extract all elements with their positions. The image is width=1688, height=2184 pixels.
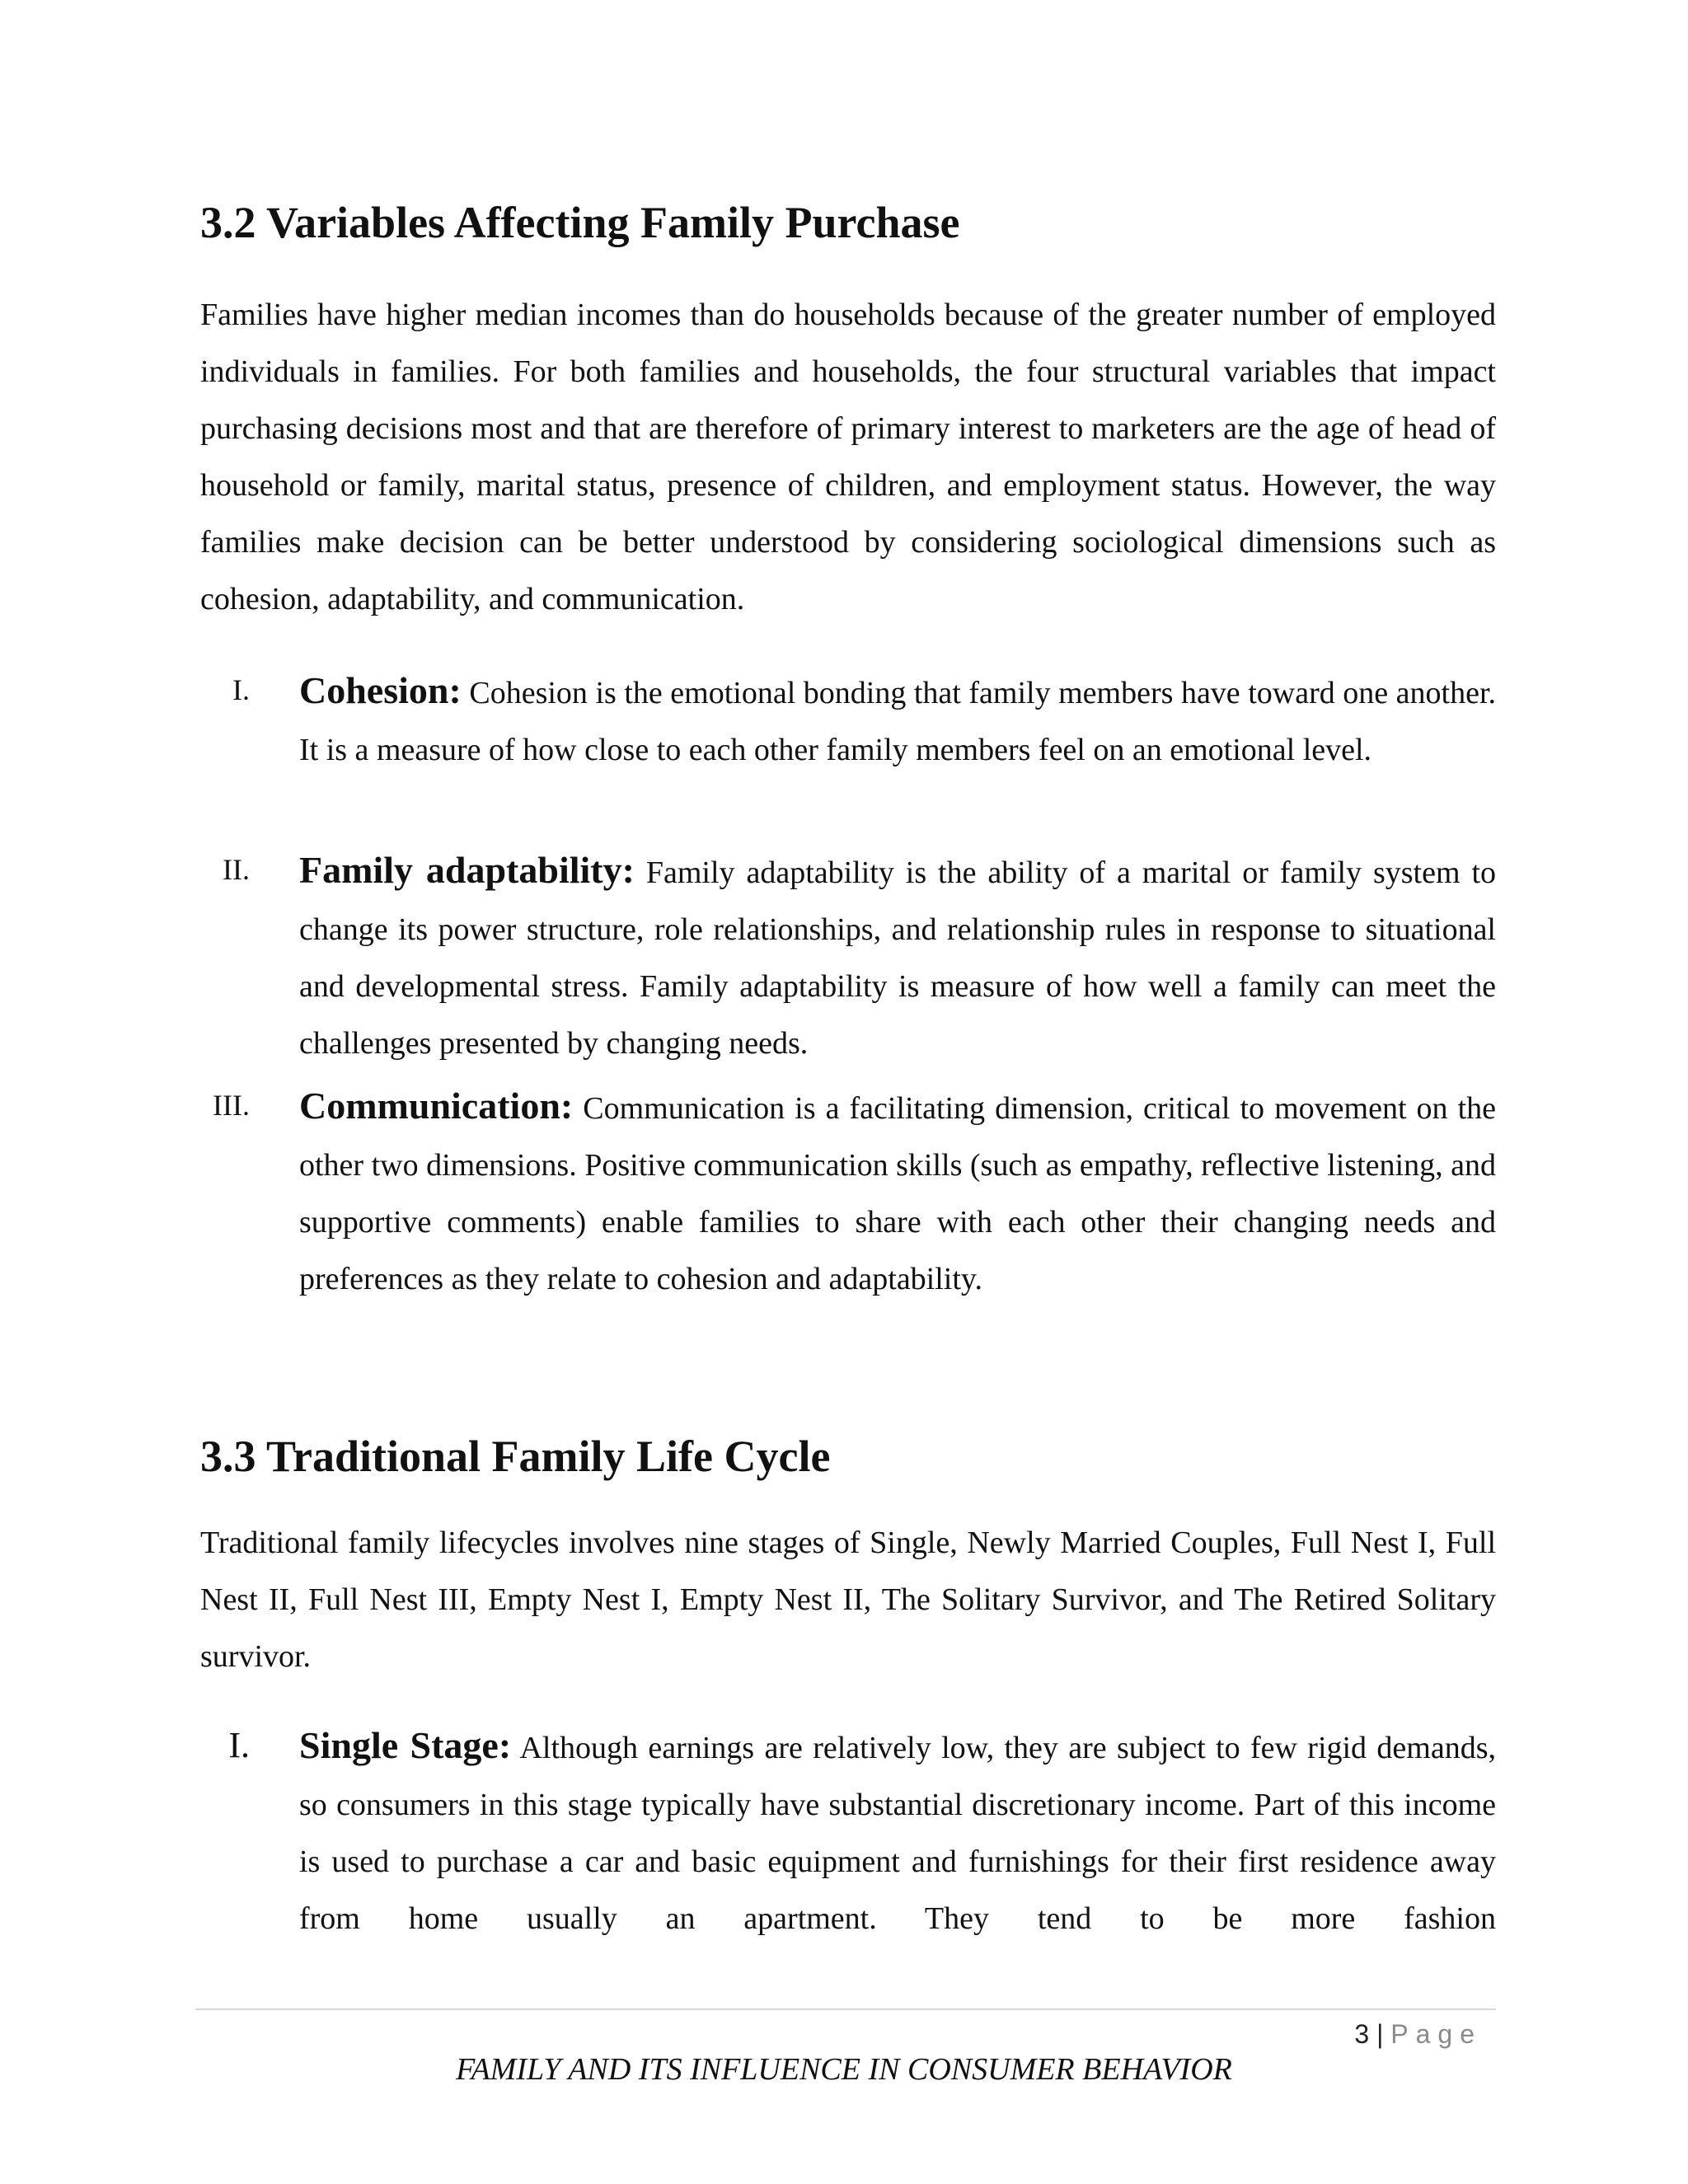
- page-number-value: 3: [1354, 2019, 1370, 2049]
- section-heading-3-3: 3.3 Traditional Family Life Cycle: [200, 1432, 831, 1481]
- footer-divider: [195, 2008, 1496, 2010]
- list-item-term: Single Stage:: [299, 1724, 512, 1766]
- list-item-number: II.: [223, 853, 250, 886]
- list-item-body: [299, 1077, 1496, 1308]
- list-item-number: I.: [232, 673, 250, 706]
- page-label: Page: [1390, 2019, 1482, 2049]
- section-3-3-intro: Traditional family lifecycles involves nine stages of Single, Newly Married Couples, Full Nest I, Full Nest II, Full Nest III, Empty Nest I, Empty Nest II, The Solitary Survivor, and The Retired Solitary survivor.: [200, 1526, 1496, 1674]
- page-number: [1354, 2017, 1482, 2051]
- list-item-text: Communication is a facilitating dimension, critical to movement on the other two dimensions. Positive communication skills (such as empathy, reflective listening, and supportive comments) enable families to share with each other their changing needs and preferences as they relate to cohesion and adaptability.: [299, 1091, 1497, 1296]
- page-number-separator: |: [1376, 2019, 1384, 2049]
- section-heading-3-2: 3.2 Variables Affecting Family Purchase: [200, 198, 960, 247]
- list-item-number: I.: [228, 1725, 250, 1765]
- list-item-term: Communication:: [299, 1085, 574, 1127]
- list-item-term: Family adaptability:: [299, 849, 635, 891]
- list-item-body: [299, 841, 1496, 1072]
- list-item-text: Cohesion is the emotional bonding that family members have toward one another. It is a measure of how close to each other family members feel on an emotional level.: [299, 676, 1497, 767]
- footer-title: FAMILY AND ITS INFLUENCE IN CONSUMER BEHAVIOR: [456, 2052, 1232, 2087]
- section-3-2-intro: Families have higher median incomes than do households because of the greater number of employed individuals in families. For both families and households, the four structural variables that impact purchasing decisions most and that are therefore of primary interest to marketers are the age of head of household or family, marital status, presence of children, and employment status. However, the way families make decision can be better understood by considering sociological dimensions such as cohesion, adaptability, and communication.: [200, 298, 1496, 616]
- list-item-text: Family adaptability is the ability of a marital or family system to change its power structure, role relationships, and relationship rules in response to situational and developmental stress. Family adaptability is measure of how well a family can meet the challenges presented by changing needs.: [299, 855, 1497, 1061]
- list-item-number: III.: [213, 1089, 250, 1122]
- list-item-text: Although earnings are relatively low, they are subject to few rigid demands, so consumers in this stage typically have substantial discretionary income. Part of this income is used to purchase a car and basic equipment and furnishings for their first residence away from home usually an apartment. They tend to be more fashion: [299, 1731, 1497, 1936]
- list-item-body: [299, 662, 1496, 779]
- list-item-body: [299, 1717, 1496, 1947]
- list-item-term: Cohesion:: [299, 669, 462, 711]
